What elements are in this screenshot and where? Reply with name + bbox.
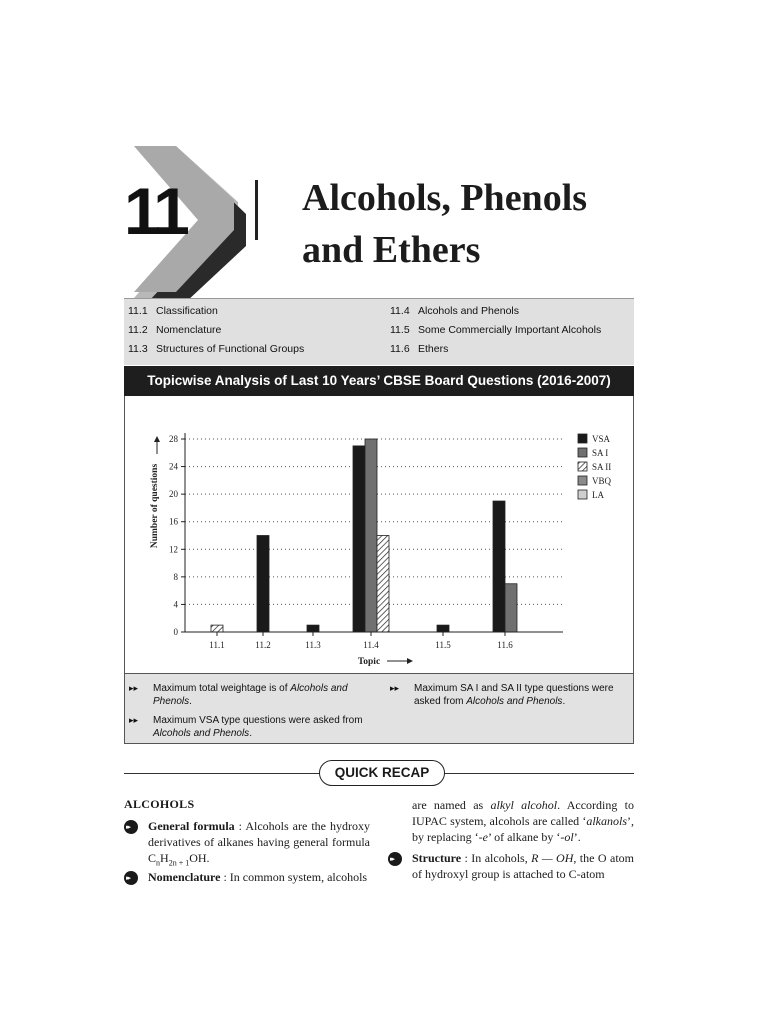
note-item: ▸▸ Maximum SA I and SA II type questions were asked from Alcohols and Phenols. [390,683,614,707]
x-tick-label: 11.5 [435,640,451,650]
paragraph-nomenclature: Nomenclature : In common system, alcohols [148,870,368,884]
x-tick-label: 11.2 [255,640,271,650]
analysis-banner: Topicwise Analysis of Last 10 Years’ CBSE Board Questions (2016-2007) [124,366,634,396]
topic-item: 11.4 Alcohols and Phenols [390,305,519,317]
topics-box [124,298,634,365]
x-tick-label: 11.3 [305,640,321,650]
y-tick-label: 8 [173,571,178,582]
title-divider [255,180,258,240]
bullet-icon [388,852,402,866]
y-axis-arrowhead [154,436,160,442]
bullet-icon [124,820,138,834]
topic-item: 11.3 Structures of Functional Groups [128,343,305,355]
chapter-title-line1: Alcohols, Phenols [302,177,588,219]
bar [505,584,517,632]
paragraph-structure: Structure : In alcohols, R — OH, the O atom of hydroxyl group is attached to C-atom [412,851,634,881]
chapter-number: 11 [124,174,186,248]
bar [211,625,223,632]
paragraph-general-formula: General formula : Alcohols are the hydroxy derivatives of alkanes having general formula $C_nH_{2n + 1}OH$. [148,819,370,868]
topic-item: 11.5 Some Commercially Important Alcohols [390,324,602,336]
legend-label: VBQ [592,476,612,486]
y-tick-label: 20 [169,489,178,500]
bar [353,446,365,632]
y-tick-label: 0 [173,627,178,637]
legend-label: VSA [592,434,611,444]
bar [377,536,389,633]
x-axis-label: Topic [357,657,381,667]
bar [365,439,377,632]
double-arrow-icon: ▸▸ [390,683,400,693]
y-axis-label: Number of questions [150,463,160,549]
bar [437,625,449,632]
legend-swatch [578,490,587,499]
x-tick-label: 11.4 [363,640,379,650]
y-tick-label: 28 [169,434,178,444]
bar [257,536,269,633]
bar [493,501,505,632]
chapter-title [302,172,702,276]
double-arrow-icon: ▸▸ [129,715,139,725]
bullet-icon [124,871,138,885]
legend-swatch [578,448,587,457]
y-tick-label: 16 [169,516,178,527]
section-heading: ALCOHOLS [124,797,195,811]
bar [307,625,319,632]
bar-chart [125,396,633,672]
x-tick-label: 11.1 [209,640,225,650]
legend-label: SA I [592,448,609,458]
topic-item: 11.6 Ethers [390,343,449,355]
topic-item: 11.1 Classification [128,305,218,317]
legend-label: SA II [592,462,612,472]
double-arrow-icon: ▸▸ [129,683,139,693]
topic-item: 11.2 Nomenclature [128,324,222,336]
legend-swatch [578,434,587,443]
chart-frame [124,396,634,674]
paragraph-nomenclature-cont: are named as alkyl alcohol. According to IUPAC system, alcohols are called ‘alkanols’, by replacing ‘-e’ of alkane by ‘-ol’. [412,798,634,844]
legend-swatch [578,476,587,485]
y-tick-label: 12 [169,544,178,555]
x-tick-label: 11.6 [497,640,513,650]
quick-recap-badge: QUICK RECAP [319,760,445,786]
notes-box [124,674,634,744]
legend-swatch [578,462,587,471]
note-item: ▸▸ Maximum VSA type questions were asked from Alcohols and Phenols. [129,715,363,739]
note-item: ▸▸ Maximum total weightage is of Alcohols and Phenols. [129,683,348,707]
y-tick-label: 4 [173,599,178,610]
x-axis-arrowhead [407,658,413,664]
legend-label: LA [592,490,604,500]
y-tick-label: 24 [169,461,178,472]
chapter-title-line2: and Ethers [302,229,481,271]
